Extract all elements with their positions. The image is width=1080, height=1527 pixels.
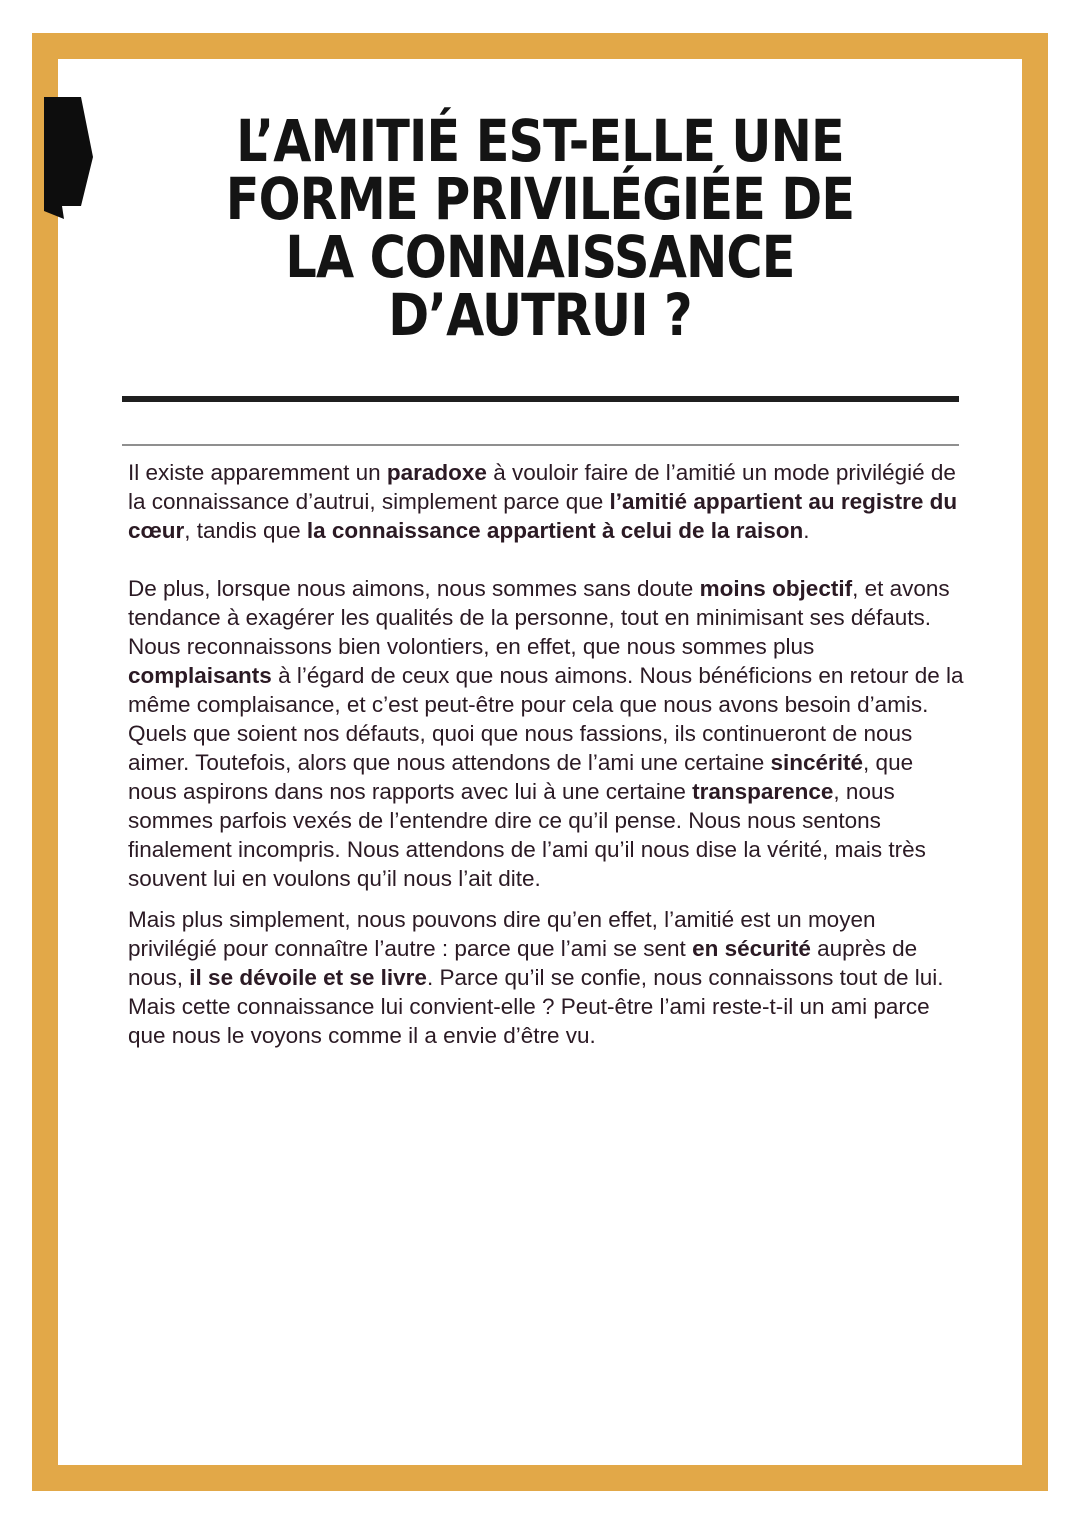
bold-text-segment: l’amitié appartient au registre du cœur (128, 489, 958, 543)
text-segment: , et avons tendance à exagérer les qualités de la personne, tout en minimisant ses défauts. Nous reconnaissons bien volontiers, en effet, que nous sommes plus (128, 576, 950, 659)
text-segment: Mais plus simplement, nous pouvons dire qu’en effet, l’amitié est un moyen privilégié pour connaître l’autre : parce que l’ami se sent (128, 907, 876, 961)
bold-text-segment: moins objectif (699, 576, 853, 601)
body-separator-rule (122, 444, 959, 446)
text-segment: , tandis que (184, 518, 307, 543)
text-segment: . (803, 518, 810, 543)
bookmark-icon (44, 97, 96, 221)
paragraph (128, 905, 964, 1050)
bold-text-segment: la connaissance appartient à celui de la raison (306, 518, 804, 543)
page-title (175, 107, 906, 349)
text-segment: . Parce qu’il se confie, nous connaissons tout de lui. Mais cette connaissance lui convient-elle ? Peut-être l’ami reste-t-il un ami parce que nous le voyons comme il a envie d’être vu. (128, 965, 944, 1048)
text-segment: , nous sommes parfois vexés de l’entendre dire ce qu’il pense. Nous nous sentons finalement incompris. Nous attendons de l’ami qu’il nous dise la vérité, mais très souvent lui en voulons qu’il nous l’ait dite. (128, 779, 926, 891)
paragraph (128, 458, 964, 545)
page-title-line-2: FORME PRIVILÉGIÉE DE (225, 165, 855, 233)
text-segment: à vouloir faire de l’amitié un mode privilégié de la connaissance d’autrui, simplement parce que (128, 460, 956, 514)
body-text (128, 458, 964, 1050)
page-title-line-1: L’AMITIÉ EST-ELLE UNE (236, 107, 844, 175)
text-segment: à l’égard de ceux que nous aimons. Nous bénéficions en retour de la même complaisance, et c’est peut-être pour cela que nous avons besoin d’amis. Quels que soient nos défauts, quoi que nous fassions, ils continueront de nous aimer. Toutefois, alors que nous attendons de l’ami une certaine (128, 663, 964, 775)
bold-text-segment: il se dévoile et se livre (189, 965, 427, 990)
bold-text-segment: complaisants (128, 663, 272, 688)
paragraph (128, 574, 964, 893)
text-segment: , que nous aspirons dans nos rapports avec lui à une certaine (128, 750, 914, 804)
text-segment: auprès de nous, (128, 936, 918, 990)
title-underline-rule (122, 396, 959, 402)
bookmark-shape (44, 97, 93, 219)
text-segment: De plus, lorsque nous aimons, nous sommes sans doute (128, 576, 700, 601)
bold-text-segment: en sécurité (692, 936, 811, 961)
page-title-line-4: D’AUTRUI ? (388, 281, 692, 349)
bold-text-segment: transparence (692, 779, 834, 804)
bold-text-segment: paradoxe (386, 460, 487, 485)
text-segment: Il existe apparemment un (128, 460, 387, 485)
bold-text-segment: sincérité (770, 750, 864, 775)
page-title-line-3: LA CONNAISSANCE (285, 223, 795, 291)
